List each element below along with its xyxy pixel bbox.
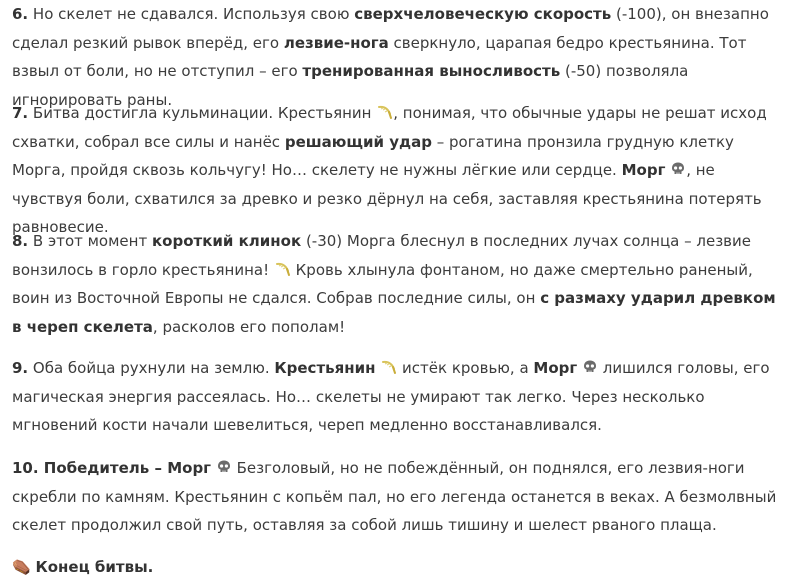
sickle-icon bbox=[376, 101, 393, 116]
paragraph-number: 8. bbox=[12, 232, 29, 250]
paragraph-number: 9. bbox=[12, 359, 29, 377]
sickle-icon bbox=[380, 356, 397, 371]
skull-icon bbox=[216, 456, 232, 472]
paragraph-6: 6. Но скелет не сдавался. Используя свою сверхчеловеческую скорость (-100), он внезапно сделал резкий рывок вперёд, его лезвие-нога сверкнуло, царапая бедро крестьянина. Тот взвыл от боли, но не отступил – его тренированная выносливость (-50) позволяла игнорировать раны. bbox=[12, 5, 769, 109]
coffin-icon: ⚰️ bbox=[12, 558, 31, 576]
paragraph-8: 8. В этот момент короткий клинок (-30) Морга блеснул в последних лучах солнца – лезвие вонзилось в горло крестьянина! Кровь хлынула фонтаном, но даже смертельно раненый, воин из Восточной Европы не сдался. Собрав последние силы, он с размаху ударил древком в череп скелета, расколов его пополам! bbox=[12, 232, 776, 336]
paragraph-7: 7. Битва достигла кульминации. Крестьянин , понимая, что обычные удары не решат исход схватки, собрал все силы и нанёс решающий удар – рогатина пронзила грудную клетку Морга, пройдя сквозь кольчугу! Но… скелету не нужны лёгкие или сердце. Морг , не чувствуя боли, схватился за древко и резко дёрнул на себя, заставляя крестьянина потерять равновесие. bbox=[12, 99, 782, 242]
paragraph-number: 7. bbox=[12, 104, 29, 122]
paragraph-number: 6. bbox=[12, 5, 29, 23]
end-line bbox=[12, 553, 782, 582]
skull-icon bbox=[582, 356, 598, 372]
paragraph-9: 9. Оба бойца рухнули на землю. Крестьянин истёк кровью, а Морг лишился головы, его магическая энергия рассеялась. Но… скелеты не умирают так легко. Через несколько мгновений кости начали шевелиться, череп медленно восстанавливался. bbox=[12, 354, 782, 440]
end-label: Конец битвы. bbox=[35, 558, 154, 576]
skull-icon bbox=[670, 158, 686, 174]
paragraph-number: 10. bbox=[12, 459, 39, 477]
paragraph-10: 10. Победитель – Морг Безголовый, но не побеждённый, он поднялся, его лезвия-ноги скребли по камням. Крестьянин с копьём пал, но его легенда останется в веках. А безмолвный скелет продолжил свой путь, оставляя за собой лишь тишину и шелест рваного плаща. bbox=[12, 454, 782, 540]
sickle-icon bbox=[274, 258, 291, 273]
